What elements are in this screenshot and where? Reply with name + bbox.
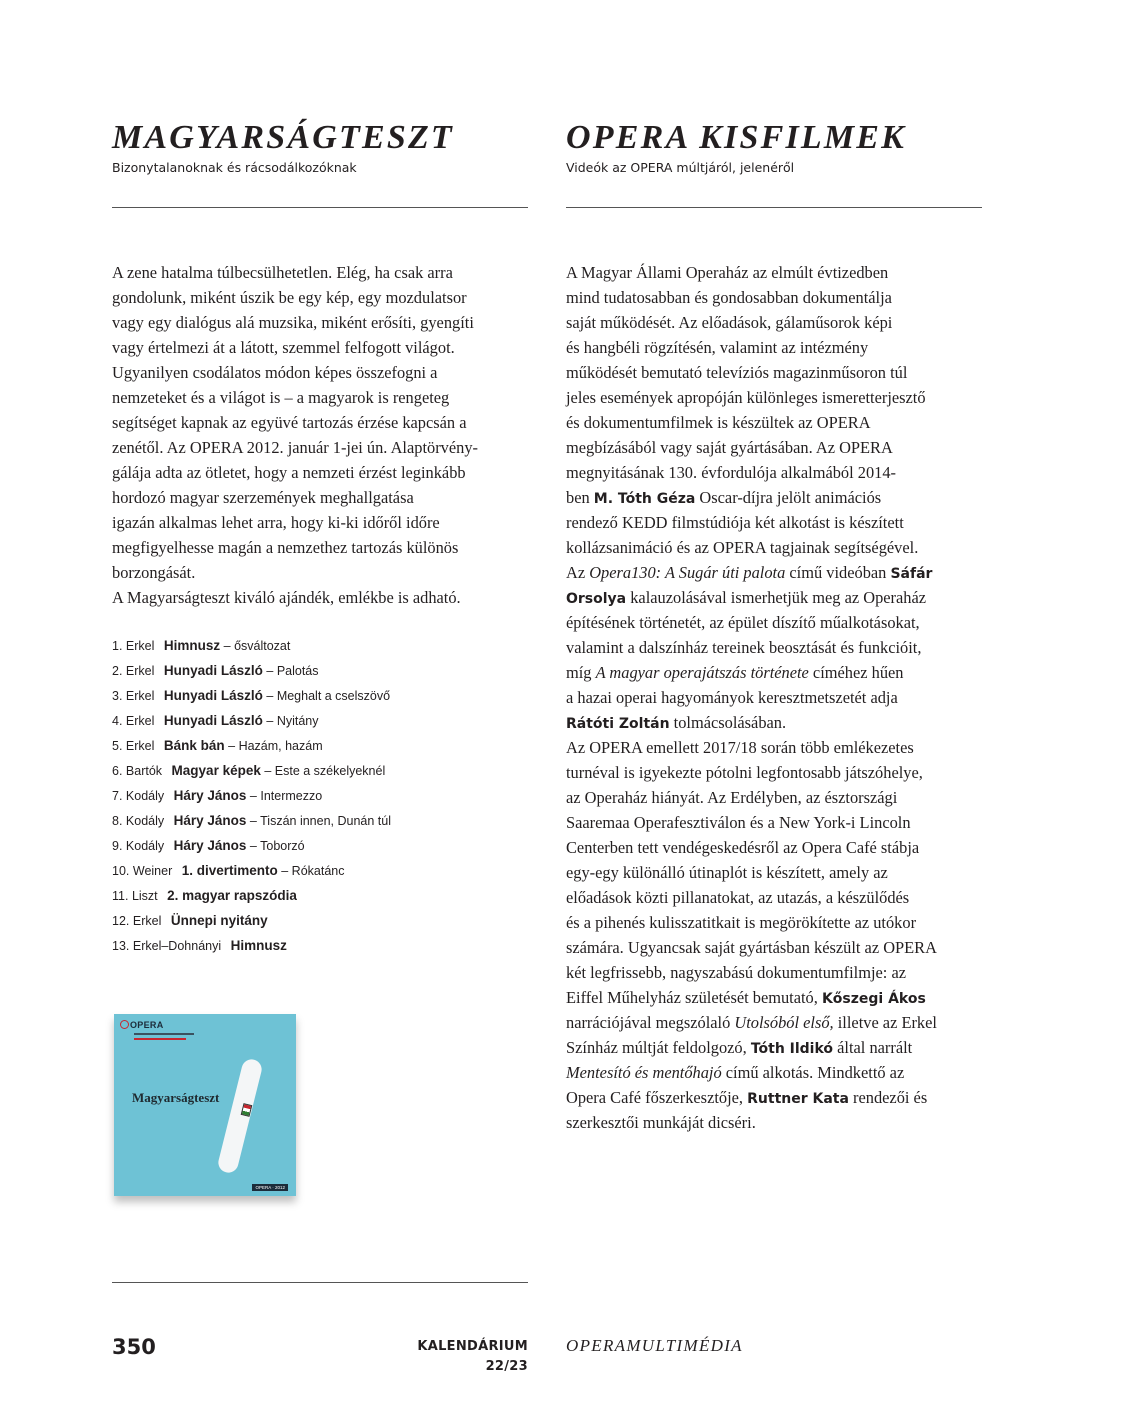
text-segment: címéhez hűen	[808, 663, 904, 682]
paragraph-line	[566, 785, 982, 810]
paragraph-line	[566, 610, 982, 635]
right-column	[566, 118, 982, 1132]
section-subtitle-magyarsagteszt: Bizonytalanoknak és rácsodálkozóknak	[112, 160, 357, 175]
track-number: 8.	[112, 814, 123, 828]
track-composer: Erkel	[125, 664, 155, 678]
track-composer: Bartók	[125, 764, 163, 778]
title-divider-right	[566, 207, 982, 208]
track-number: 10.	[112, 864, 130, 878]
track-number: 4.	[112, 714, 123, 728]
text-segment: Színház múltját feldolgozó,	[566, 1038, 751, 1057]
text-segment: által narrált	[833, 1038, 913, 1057]
text-segment: című videóban	[785, 563, 891, 582]
opera-kisfilmek-paragraph	[566, 260, 982, 1135]
track-composer: Liszt	[131, 889, 158, 903]
paragraph-line: A zene hatalma túlbecsülhetetlen. Elég, ha csak arra	[112, 263, 453, 282]
paragraph-line: Ugyanilyen csodálatos módon képes összefogni a	[112, 363, 438, 382]
track-composer: Weiner	[132, 864, 173, 878]
paragraph-line	[566, 260, 982, 285]
track-detail: – Intermezzo	[249, 789, 323, 803]
cover-logo-subline	[134, 1033, 194, 1035]
text-segment: tolmácsolásában.	[669, 713, 787, 732]
paragraph-line	[566, 985, 982, 1010]
paragraph-line: gálája adta az ötletet, hogy a nemzeti érzést leginkább	[112, 463, 466, 482]
track-detail: – Meghalt a cselszövő	[266, 689, 391, 703]
track-composer: Erkel	[132, 914, 162, 928]
text-segment: építésének történetét, az épület díszítő műalkotásokat,	[566, 613, 920, 632]
paragraph-line	[566, 360, 982, 385]
paragraph-line	[566, 285, 982, 310]
track-detail: – Rókatánc	[281, 864, 345, 878]
text-segment: számára. Ugyancsak saját gyártásban készült az OPERA	[566, 938, 937, 957]
text-segment: Saaremaa Operafesztiválon és a New York-i Lincoln	[566, 813, 911, 832]
paragraph-line: igazán alkalmas lehet arra, hogy ki-ki időről időre	[112, 513, 440, 532]
text-segment: illetve az Erkel	[833, 1013, 937, 1032]
name-highlight: Tóth Ildikó	[750, 1041, 834, 1057]
paragraph-line	[566, 710, 982, 735]
text-segment: Eiffel Műhelyház születését bemutató,	[566, 988, 822, 1007]
track-title: Hunyadi László	[163, 688, 263, 703]
text-segment: előadások közti pillanatokat, az utazás, a készülődés	[566, 888, 910, 907]
magyarsagteszt-paragraph	[112, 260, 528, 610]
track-item	[112, 808, 528, 833]
track-number: 11.	[112, 889, 129, 903]
track-item	[112, 683, 528, 708]
magazine-name: KALENDÁRIUM 22/23	[417, 1339, 528, 1374]
track-number: 9.	[112, 839, 123, 853]
text-segment: egy-egy különálló útinaplót is készített, amely az	[566, 863, 888, 882]
track-detail: – Palotás	[266, 664, 319, 678]
track-item	[112, 783, 528, 808]
track-detail: – Nyitány	[266, 714, 319, 728]
name-highlight: M. Tóth Géza	[593, 491, 696, 507]
track-item	[112, 708, 528, 733]
track-number: 12.	[112, 914, 130, 928]
film-title: Utolsóból első,	[734, 1013, 834, 1032]
opera-logo-text: OPERA	[130, 1020, 164, 1030]
paragraph-line: vagy értelmezi át a látott, szemmel felfogott világot.	[112, 338, 455, 357]
text-segment: rendező KEDD filmstúdiója két alkotást is készített	[566, 513, 904, 532]
paragraph-line	[566, 410, 982, 435]
track-title: Bánk bán	[163, 738, 225, 753]
track-title: Háry János	[173, 813, 247, 828]
opera-logo	[120, 1020, 164, 1030]
text-segment: ben	[566, 488, 594, 507]
paragraph-line	[566, 735, 982, 760]
paragraph-line	[566, 1110, 982, 1135]
track-title: 1. divertimento	[181, 863, 278, 878]
paragraph-line	[566, 1010, 982, 1035]
text-segment: narrációjával megszólaló	[566, 1013, 735, 1032]
text-segment: Centerben tett vendégeskedésről az Opera Café stábja	[566, 838, 920, 857]
paragraph-line	[566, 585, 982, 610]
paragraph-line	[566, 960, 982, 985]
track-detail: – Hazám, hazám	[228, 739, 323, 753]
track-item	[112, 633, 528, 658]
paragraph-line	[566, 660, 982, 685]
text-segment: Oscar-díjra jelölt animációs	[695, 488, 882, 507]
paragraph-line	[566, 510, 982, 535]
text-segment: Az OPERA emellett 2017/18 során több emlékezetes	[566, 738, 914, 757]
paragraph-line: megfigyelhesse magán a nemzethez tartozás különös	[112, 538, 459, 557]
paragraph-line	[566, 485, 982, 510]
paragraph-line	[566, 860, 982, 885]
track-item	[112, 833, 528, 858]
text-segment: turnéval is igyekezte pótolni legfontosabb játszóhelye,	[566, 763, 923, 782]
footer-divider	[112, 1282, 528, 1283]
section-title-magyarsagteszt: MAGYARSÁGTESZT	[112, 119, 454, 156]
section-title-opera-kisfilmek: OPERA KISFILMEK	[566, 119, 907, 156]
album-cover-image	[114, 1014, 296, 1196]
text-segment: két legfrissebb, nagyszabású dokumentumfilmje: az	[566, 963, 907, 982]
name-highlight: Rátóti Zoltán	[566, 716, 670, 732]
paragraph-line	[566, 635, 982, 660]
text-segment: kalauzolásával ismerhetjük meg az Operaház	[626, 588, 927, 607]
text-segment: a hazai operai hagyományok keresztmetszetét adja	[566, 688, 898, 707]
track-number: 7.	[112, 789, 123, 803]
left-column	[112, 118, 528, 953]
track-title: Ünnepi nyitány	[170, 913, 268, 928]
track-detail: – Toborzó	[249, 839, 305, 853]
track-item	[112, 858, 528, 883]
paragraph-line	[566, 310, 982, 335]
track-composer: Erkel	[125, 639, 155, 653]
text-segment: mind tudatosabban és gondosabban dokumentálja	[566, 288, 892, 307]
track-item	[112, 733, 528, 758]
paragraph-line	[566, 1060, 982, 1085]
cover-thermometer-figure	[216, 1057, 263, 1174]
film-title: Mentesító és mentőhajó	[566, 1063, 722, 1082]
track-composer: Kodály	[125, 839, 165, 853]
paragraph-line	[566, 1085, 982, 1110]
text-segment: saját működését. Az előadások, gálaműsorok képi	[566, 313, 893, 332]
track-composer: Erkel–Dohnányi	[132, 939, 222, 953]
track-item	[112, 758, 528, 783]
title-divider-left	[112, 207, 528, 208]
text-segment: és hangbéli rögzítésén, valamint az intézmény	[566, 338, 869, 357]
name-highlight: Kőszegi Ákos	[821, 991, 926, 1007]
track-detail: – Tiszán innen, Dunán túl	[249, 814, 391, 828]
text-segment: míg	[566, 663, 596, 682]
text-segment: és dokumentumfilmek is készültek az OPERA	[566, 413, 871, 432]
text-segment: az Operaház hiányát. Az Erdélyben, az észtországi	[566, 788, 898, 807]
text-segment: valamint a dalszínház tereinek beosztását és funkcióit,	[566, 638, 922, 657]
paragraph-line: nemzeteket és a világot is – a magyarok is rengeteg	[112, 388, 450, 407]
paragraph-line	[566, 810, 982, 835]
name-highlight: Ruttner Kata	[747, 1091, 849, 1107]
track-composer: Erkel	[125, 714, 155, 728]
paragraph-line	[566, 835, 982, 860]
paragraph-line	[566, 460, 982, 485]
track-title: Háry János	[173, 788, 247, 803]
cover-corner-label: OPERA · 2012	[252, 1184, 288, 1191]
track-number: 6.	[112, 764, 123, 778]
paragraph-line: hordozó magyar szerzemények meghallgatása	[112, 488, 414, 507]
paragraph-line	[566, 535, 982, 560]
paragraph-line: vagy egy dialógus alá muzsika, miként erősíti, gyengíti	[112, 313, 474, 332]
text-segment: kollázsanimáció és az OPERA tagjainak segítségével.	[566, 538, 919, 557]
page-number: 350	[112, 1335, 156, 1359]
paragraph-line	[566, 560, 982, 585]
track-detail: – Este a székelyeknél	[264, 764, 386, 778]
track-composer: Kodály	[125, 814, 165, 828]
text-segment: című alkotás. Mindkettő az	[721, 1063, 905, 1082]
track-number: 13.	[112, 939, 130, 953]
track-detail: – ősváltozat	[223, 639, 291, 653]
text-segment: szerkesztői munkáját dicséri.	[566, 1113, 756, 1132]
track-title: Hunyadi László	[163, 713, 263, 728]
film-title: Opera130: A Sugár úti palota	[589, 563, 786, 582]
paragraph-line	[566, 1035, 982, 1060]
paragraph-line: segítséget kapnak az együvé tartozás érzése kapcsán a	[112, 413, 467, 432]
text-segment: rendezői és	[848, 1088, 928, 1107]
section-name: OPERAMULTIMÉDIA	[566, 1336, 743, 1355]
track-item	[112, 883, 528, 908]
track-number: 3.	[112, 689, 123, 703]
paragraph-line	[566, 335, 982, 360]
track-number: 1.	[112, 639, 123, 653]
text-segment: Az	[566, 563, 590, 582]
paragraph-line	[566, 935, 982, 960]
name-highlight: Orsolya	[566, 591, 627, 607]
track-number: 5.	[112, 739, 123, 753]
album-cover-title: Magyarságteszt	[132, 1090, 220, 1105]
text-segment: jeles események apropóján különleges ismeretterjesztő	[566, 388, 926, 407]
text-segment: megnyitásának 130. évfordulója alkalmából 2014-	[566, 463, 896, 482]
paragraph-line	[566, 910, 982, 935]
track-item	[112, 908, 528, 933]
track-title: Himnusz	[230, 938, 287, 953]
track-list	[112, 633, 528, 958]
paragraph-line: A Magyarságteszt kiváló ajándék, emlékbe is adható.	[112, 588, 461, 607]
track-number: 2.	[112, 664, 123, 678]
paragraph-line	[566, 435, 982, 460]
paragraph-line: borzongását.	[112, 563, 196, 582]
track-composer: Erkel	[125, 739, 155, 753]
paragraph-line: zenétől. Az OPERA 2012. január 1-jei ún. Alaptörvény-	[112, 438, 478, 457]
track-title: Magyar képek	[171, 763, 261, 778]
paragraph-line: gondolunk, miként úszik be egy kép, egy mozdulatsor	[112, 288, 467, 307]
track-title: Himnusz	[163, 638, 221, 653]
text-segment: működését bemutató televíziós magazinműsoron túl	[566, 363, 908, 382]
track-composer: Erkel	[125, 689, 155, 703]
text-segment: Opera Café főszerkesztője,	[566, 1088, 748, 1107]
paragraph-line	[566, 760, 982, 785]
name-highlight: Sáfár	[890, 566, 933, 582]
track-title: Háry János	[173, 838, 247, 853]
text-segment: A Magyar Állami Operaház az elmúlt évtizedben	[566, 263, 889, 282]
track-item	[112, 658, 528, 683]
film-title: A magyar operajátszás története	[595, 663, 809, 682]
text-segment: és a pihenés kulisszatitkait is megörökítette az utókor	[566, 913, 917, 932]
paragraph-line	[566, 685, 982, 710]
text-segment: megbízásából vagy saját gyártásában. Az OPERA	[566, 438, 893, 457]
track-composer: Kodály	[125, 789, 165, 803]
cover-logo-subline-red	[134, 1038, 186, 1040]
track-title: 2. magyar rapszódia	[167, 888, 297, 903]
paragraph-line	[566, 885, 982, 910]
track-title: Hunyadi László	[163, 663, 263, 678]
track-item	[112, 933, 528, 958]
paragraph-line	[566, 385, 982, 410]
section-subtitle-opera-kisfilmek: Videók az OPERA múltjáról, jelenéről	[566, 160, 795, 175]
